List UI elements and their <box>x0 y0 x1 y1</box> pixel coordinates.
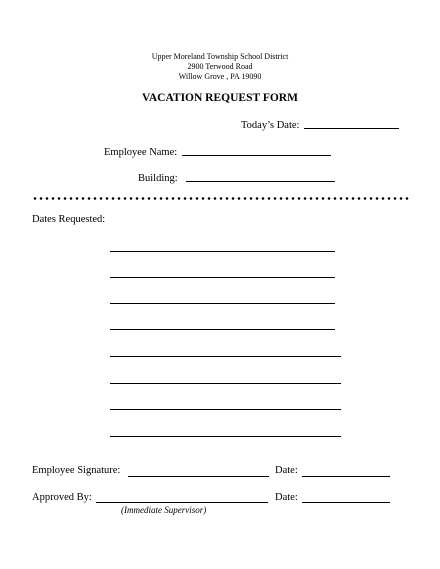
district-name: Upper Moreland Township School District <box>151 52 289 61</box>
immediate-supervisor-note: (Immediate Supervisor) <box>121 505 207 515</box>
approved-date-label: Date: <box>275 492 298 503</box>
date-requested-line-1[interactable] <box>110 251 335 252</box>
employee-name-field[interactable] <box>182 155 331 156</box>
employee-signature-label: Employee Signature: <box>32 465 121 476</box>
signature-date-field[interactable] <box>302 476 390 477</box>
employee-signature-field[interactable] <box>128 476 269 477</box>
signature-date-label: Date: <box>275 465 298 476</box>
approved-by-label: Approved By: <box>32 492 92 503</box>
date-requested-line-5[interactable] <box>110 356 341 357</box>
date-requested-line-7[interactable] <box>110 409 341 410</box>
todays-date-field[interactable] <box>304 128 399 129</box>
building-label: Building: <box>138 173 178 184</box>
approved-by-field[interactable] <box>96 502 268 503</box>
approved-date-field[interactable] <box>302 502 390 503</box>
date-requested-line-2[interactable] <box>110 277 335 278</box>
employee-name-label: Employee Name: <box>104 147 178 158</box>
todays-date-label: Today’s Date: <box>241 120 300 131</box>
district-city: Willow Grove , PA 19090 <box>178 72 262 81</box>
date-requested-line-3[interactable] <box>110 303 335 304</box>
date-requested-line-4[interactable] <box>110 329 335 330</box>
dotted-divider <box>32 197 410 200</box>
building-field[interactable] <box>186 181 335 182</box>
date-requested-line-8[interactable] <box>110 436 341 437</box>
date-requested-line-6[interactable] <box>110 383 341 384</box>
district-street: 2900 Terwood Road <box>187 62 253 71</box>
form-title: VACATION REQUEST FORM <box>142 92 298 104</box>
dates-requested-label: Dates Requested: <box>32 214 106 225</box>
